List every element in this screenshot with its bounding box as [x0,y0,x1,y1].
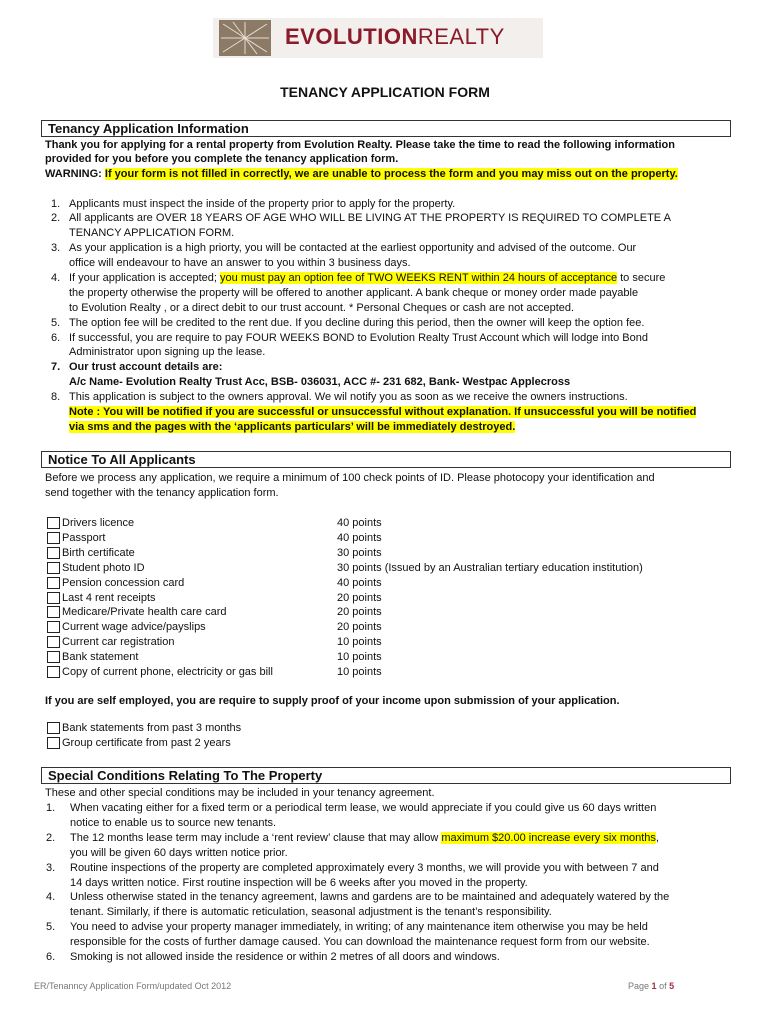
condition-item: 14 days written notice. First routine inspection will be 6 weeks after you moved in the property. [70,877,528,889]
id-item-label: Passport [62,531,106,544]
list-item: TENANCY APPLICATION FORM. [69,227,235,239]
list-item: 5. The option fee will be credited to the rent due. If you decline during this period, then the owner will keep the option fee. [51,317,645,329]
id-item-label: Current car registration [62,636,175,649]
self-employed-text: If you are self employed, you are require to supply proof of your income upon submission of your application. [45,695,620,707]
list-item: 6. If successful, you are require to pay FOUR WEEKS BOND to Evolution Realty Trust Account which will lodge into Bond [51,332,648,344]
brand-name: EVOLUTIONREALTY [285,24,505,49]
condition-item: 1. When vacating either for a fixed term or a periodical term lease, we would appreciate if you could give us 60 days written [46,802,657,814]
income-item-label: Group certificate from past 2 years [62,737,231,749]
list-item: Administrator upon signing up the lease. [69,346,266,358]
warning-text: WARNING: If your form is not filled in correctly, we are unable to process the form and you may miss out on the property. [45,168,678,180]
list-item: 3. As your application is a high priorty, you will be contacted at the earliest opportunity and advised of the outcome. Our [51,242,637,254]
page-number: Page 1 of 5 [628,981,675,991]
id-checkbox[interactable] [47,547,60,559]
id-item-label: Bank statement [62,651,139,664]
list-item: 4. If your application is accepted; you must pay an option fee of TWO WEEKS RENT within 24 hours of acceptance to secure [51,272,666,284]
id-item-points: 20 points [337,621,382,634]
id-item-label: Drivers licence [62,517,135,529]
id-item-points: 20 points [337,591,382,604]
conditions-intro: These and other special conditions may be included in your tenancy agreement. [45,787,435,799]
id-item-points: 20 points [337,606,382,619]
list-item: office will endeavour to have an answer to you within 3 business days. [69,257,411,269]
condition-item: 3. Routine inspections of the property are completed approximately every 3 months, we will provide you with between 7 and [46,862,659,874]
income-item-label: Bank statements from past 3 months [62,722,242,734]
id-item-points: 10 points [337,651,382,664]
id-item-points: 40 points [337,517,382,529]
id-item-points: 40 points [337,531,382,544]
logo-emblem-icon [219,20,271,56]
id-checkbox[interactable] [47,517,60,529]
id-item-label: Student photo ID [62,561,145,574]
condition-item: you will be given 60 days written notice prior. [70,847,288,859]
condition-item: 2. The 12 months lease term may include a ‘rent review’ clause that may allow maximum $20.00 increase every six months, [46,832,659,844]
id-checkbox[interactable] [47,532,60,544]
list-item: the property otherwise the property will be offered to another applicant. A bank cheque or money order made payable [69,287,639,299]
id-item-points: 10 points [337,636,382,649]
id-checkbox[interactable] [47,651,60,663]
id-checkbox[interactable] [47,562,60,574]
list-item: 1. Applicants must inspect the inside of the property prior to apply for the property. [51,198,456,210]
income-checkbox[interactable] [47,722,60,734]
note-text: via sms and the pages with the ‘applicants particulars’ will be immediately destroyed. [69,421,516,433]
id-item-label: Copy of current phone, electricity or gas bill [62,666,273,678]
trust-account-details: A/c Name- Evolution Realty Trust Acc, BSB- 036031, ACC #- 231 682, Bank- Westpac Applecross [69,376,571,388]
id-item-points: 30 points (Issued by an Australian tertiary education institution) [337,561,643,574]
company-logo [213,18,543,58]
section-heading-tenancy-info: Tenancy Application Information [41,120,731,137]
footer-doc-ref: ER/Tenanncy Application Form/updated Oct 2012 [34,981,232,991]
list-item: 7. Our trust account details are: [51,361,223,373]
id-item-label: Medicare/Private health care card [62,606,227,619]
list-item: 2. All applicants are OVER 18 YEARS OF AGE WHO WILL BE LIVING AT THE PROPERTY IS REQUIRED TO COMPLETE A [51,212,671,224]
id-checkbox[interactable] [47,621,60,633]
intro-text: Thank you for applying for a rental property from Evolution Realty. Please take the time to read the following information [45,139,675,151]
id-item-label: Birth certificate [62,546,135,559]
condition-item: 6. Smoking is not allowed inside the residence or within 2 metres of all doors and windows. [46,951,500,963]
id-checkbox[interactable] [47,577,60,589]
id-item-points: 40 points [337,576,382,589]
id-checkbox[interactable] [47,606,60,618]
note-text: Note : You will be notified if you are successful or unsuccessful without explanation. If unsuccessful you will be notified [69,406,697,418]
id-item-points: 10 points [337,666,382,678]
list-item: 8. This application is subject to the owners approval. We wil notify you as soon as we receive the owners instructions. [51,391,628,403]
list-item: to Evolution Realty , or a direct debit to our trust account. * Personal Cheques or cash are not accepted. [69,302,575,314]
id-checkbox[interactable] [47,636,60,648]
id-checkbox[interactable] [47,666,60,678]
income-checkbox[interactable] [47,737,60,749]
page-title: TENANCY APPLICATION FORM [280,84,490,100]
condition-item: tenant. Similarly, if there is automatic reticulation, seasonal adjustment is the tenant’s responsibility. [70,906,552,918]
id-item-points: 30 points [337,546,382,559]
condition-item: responsible for the costs of further damage caused. You can download the maintenance request form from our website. [70,936,650,948]
condition-item: notice to enable us to source new tenants. [70,817,277,829]
id-checkbox[interactable] [47,592,60,604]
id-item-label: Pension concession card [62,576,185,589]
id-item-label: Current wage advice/payslips [62,621,206,634]
section-heading-special-conditions: Special Conditions Relating To The Property [41,767,731,784]
condition-item: 5. You need to advise your property manager immediately, in writing; of any maintenance item otherwise you may be held [46,921,648,933]
condition-item: 4. Unless otherwise stated in the tenancy agreement, lawns and gardens are to be maintained and adequately watered by the [46,891,670,903]
notice-text: Before we process any application, we require a minimum of 100 check points of ID. Please photocopy your identification and [45,472,655,484]
id-item-label: Last 4 rent receipts [62,591,156,604]
section-heading-notice: Notice To All Applicants [41,451,731,468]
notice-text: send together with the tenancy application form. [45,487,279,499]
intro-text: provided for you before you complete the tenancy application form. [45,153,399,165]
